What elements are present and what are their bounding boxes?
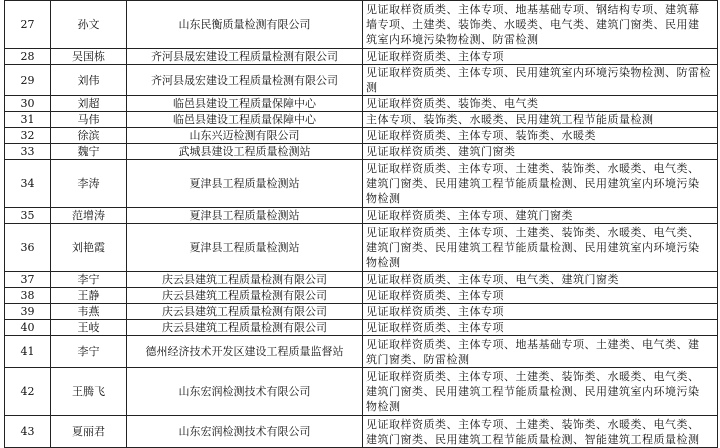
qualification-scope: 见证取样资质类、主体专项、地基基础专项、钢结构专项、建筑幕 墙专项、土建类、装饰类、水暖类、电气类、建筑门窗类、民用建 筑室内环境污染物检测、防雷检测: [363, 1, 718, 49]
row-number: 43: [5, 416, 51, 448]
qualification-scope: 见证取样资质类、主体专项、土建类、装饰类、水暖类、电气类、 建筑门窗类、民用建筑工程节能质量检测、智能建筑工程质量检测: [363, 416, 718, 448]
qualification-scope: 见证取样资质类、建筑门窗类: [363, 144, 718, 160]
person-name: 吴国栋: [51, 49, 127, 65]
row-number: 33: [5, 144, 51, 160]
table-row: [5, 112, 718, 128]
table-row: [5, 49, 718, 65]
organization: 临邑县建设工程质量保障中心: [127, 112, 363, 128]
table-row: [5, 272, 718, 288]
qualification-scope: 见证取样资质类、主体专项、建筑门窗类: [363, 208, 718, 224]
organization: 齐河县晟宏建设工程质量检测有限公司: [127, 49, 363, 65]
qualification-scope: 见证取样资质类、主体专项、装饰类、水暖类: [363, 128, 718, 144]
organization: 齐河县晟宏建设工程质量检测有限公司: [127, 65, 363, 96]
person-name: 范增涛: [51, 208, 127, 224]
organization: 庆云县建筑工程质量检测有限公司: [127, 288, 363, 304]
organization: 山东宏润检测技术有限公司: [127, 416, 363, 448]
organization: 山东民衡质量检测有限公司: [127, 1, 363, 49]
qualification-scope: 见证取样资质类、主体专项: [363, 304, 718, 320]
qualification-scope: 见证取样资质类、主体专项、土建类、装饰类、水暖类、电气类、 建筑门窗类、民用建筑工程节能质量检测、民用建筑室内环境污染 物检测: [363, 368, 718, 416]
person-name: 王静: [51, 288, 127, 304]
person-name: 夏丽君: [51, 416, 127, 448]
qualification-scope: 见证取样资质类、主体专项、土建类、装饰类、水暖类、电气类、 建筑门窗类、民用建筑工程节能质量检测、民用建筑室内环境污染 物检测: [363, 224, 718, 272]
row-number: 39: [5, 304, 51, 320]
qualification-scope: 见证取样资质类、主体专项、土建类、装饰类、水暖类、电气类、 建筑门窗类、民用建筑工程节能质量检测、民用建筑室内环境污染 物检测: [363, 160, 718, 208]
qualification-scope: 主体专项、装饰类、水暖类、民用建筑工程节能质量检测: [363, 112, 718, 128]
row-number: 30: [5, 96, 51, 112]
table-row: [5, 368, 718, 416]
personnel-table: [4, 0, 718, 448]
qualification-scope: 见证取样资质类、主体专项: [363, 288, 718, 304]
table-row: [5, 304, 718, 320]
table-row: [5, 320, 718, 336]
table-row: [5, 1, 718, 49]
organization: 庆云县建筑工程质量检测有限公司: [127, 304, 363, 320]
person-name: 刘超: [51, 96, 127, 112]
person-name: 魏宁: [51, 144, 127, 160]
row-number: 35: [5, 208, 51, 224]
table-row: [5, 336, 718, 368]
organization: 德州经济技术开发区建设工程质量监督站: [127, 336, 363, 368]
row-number: 36: [5, 224, 51, 272]
row-number: 42: [5, 368, 51, 416]
table-row: [5, 96, 718, 112]
row-number: 27: [5, 1, 51, 49]
qualification-scope: 见证取样资质类、主体专项: [363, 320, 718, 336]
person-name: 李宁: [51, 272, 127, 288]
row-number: 40: [5, 320, 51, 336]
row-number: 28: [5, 49, 51, 65]
row-number: 29: [5, 65, 51, 96]
personnel-table-body: [5, 1, 718, 448]
qualification-scope: 见证取样资质类、装饰类、电气类: [363, 96, 718, 112]
qualification-scope: 见证取样资质类、主体专项、民用建筑室内环境污染物检测、防雷检测: [363, 65, 718, 96]
qualification-scope: 见证取样资质类、主体专项、地基基础专项、土建类、电气类、建 筑门窗类、防雷检测: [363, 336, 718, 368]
person-name: 李宁: [51, 336, 127, 368]
person-name: 李涛: [51, 160, 127, 208]
table-row: [5, 416, 718, 448]
person-name: 王腾飞: [51, 368, 127, 416]
row-number: 31: [5, 112, 51, 128]
table-row: [5, 160, 718, 208]
row-number: 37: [5, 272, 51, 288]
person-name: 王岐: [51, 320, 127, 336]
table-row: [5, 224, 718, 272]
qualification-scope: 见证取样资质类、主体专项: [363, 49, 718, 65]
organization: 山东兴迈检测有限公司: [127, 128, 363, 144]
row-number: 41: [5, 336, 51, 368]
row-number: 32: [5, 128, 51, 144]
person-name: 徐滨: [51, 128, 127, 144]
organization: 庆云县建筑工程质量检测有限公司: [127, 272, 363, 288]
table-row: [5, 65, 718, 96]
organization: 庆云县建筑工程质量检测有限公司: [127, 320, 363, 336]
organization: 夏津县工程质量检测站: [127, 208, 363, 224]
table-row: [5, 208, 718, 224]
organization: 夏津县工程质量检测站: [127, 224, 363, 272]
qualification-scope: 见证取样资质类、主体专项、电气类、建筑门窗类: [363, 272, 718, 288]
table-row: [5, 144, 718, 160]
person-name: 刘艳霞: [51, 224, 127, 272]
organization: 夏津县工程质量检测站: [127, 160, 363, 208]
organization: 武城县建设工程质量检测站: [127, 144, 363, 160]
person-name: 孙文: [51, 1, 127, 49]
row-number: 34: [5, 160, 51, 208]
table-row: [5, 128, 718, 144]
row-number: 38: [5, 288, 51, 304]
person-name: 刘伟: [51, 65, 127, 96]
organization: 临邑县建设工程质量保障中心: [127, 96, 363, 112]
organization: 山东宏润检测技术有限公司: [127, 368, 363, 416]
person-name: 马伟: [51, 112, 127, 128]
person-name: 韦燕: [51, 304, 127, 320]
table-row: [5, 288, 718, 304]
